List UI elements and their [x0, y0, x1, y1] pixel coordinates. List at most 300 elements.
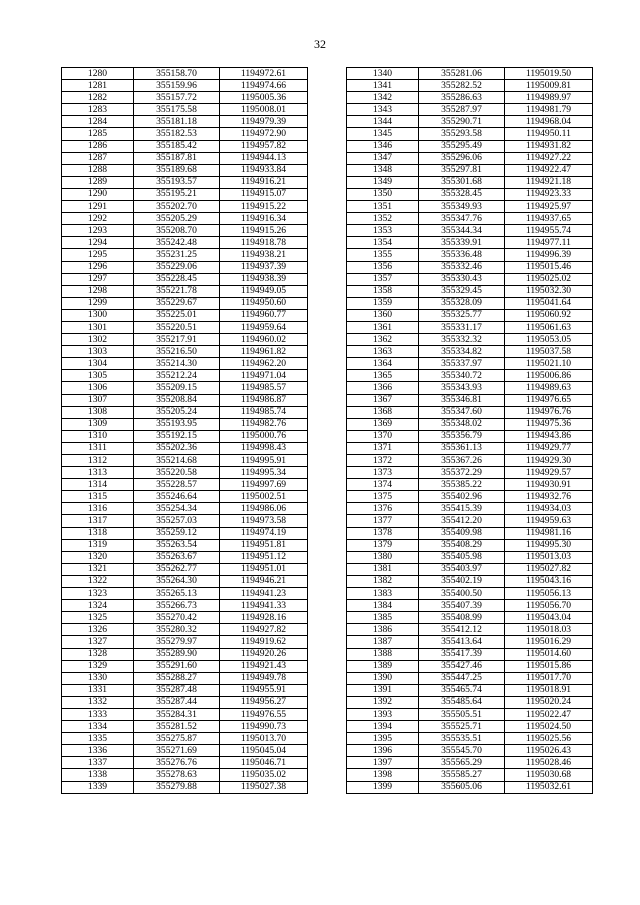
table-row — [62, 684, 308, 696]
y-coordinate-cell: 1194968.04 — [505, 116, 593, 128]
x-coordinate-cell: 355220.58 — [134, 467, 220, 479]
y-coordinate-cell: 1195025.02 — [505, 273, 593, 285]
point-number-cell: 1351 — [347, 201, 419, 213]
table-row — [62, 261, 308, 273]
point-number-cell: 1305 — [62, 370, 134, 382]
table-row — [347, 527, 593, 539]
x-coordinate-cell: 355286.63 — [419, 92, 505, 104]
point-number-cell: 1284 — [62, 116, 134, 128]
table-row — [62, 491, 308, 503]
table-row — [62, 708, 308, 720]
y-coordinate-cell: 1195027.82 — [505, 563, 593, 575]
y-coordinate-cell: 1194922.47 — [505, 164, 593, 176]
y-coordinate-cell: 1194937.39 — [220, 261, 308, 273]
x-coordinate-cell: 355332.32 — [419, 334, 505, 346]
table-row — [62, 358, 308, 370]
point-number-cell: 1338 — [62, 769, 134, 781]
point-number-cell: 1375 — [347, 491, 419, 503]
table-row — [347, 575, 593, 587]
table-row — [62, 128, 308, 140]
x-coordinate-cell: 355325.77 — [419, 309, 505, 321]
y-coordinate-cell: 1195020.24 — [505, 696, 593, 708]
point-number-cell: 1294 — [62, 237, 134, 249]
y-coordinate-cell: 1194919.62 — [220, 636, 308, 648]
y-coordinate-cell: 1194995.91 — [220, 455, 308, 467]
point-number-cell: 1297 — [62, 273, 134, 285]
x-coordinate-cell: 355296.06 — [419, 152, 505, 164]
x-coordinate-cell: 355281.06 — [419, 68, 505, 80]
point-number-cell: 1286 — [62, 140, 134, 152]
x-coordinate-cell: 355328.09 — [419, 297, 505, 309]
y-coordinate-cell: 1194972.61 — [220, 68, 308, 80]
y-coordinate-cell: 1194927.82 — [220, 624, 308, 636]
point-number-cell: 1399 — [347, 781, 419, 793]
table-row — [62, 442, 308, 454]
table-row — [347, 285, 593, 297]
point-number-cell: 1322 — [62, 575, 134, 587]
y-coordinate-cell: 1195043.16 — [505, 575, 593, 587]
table-row — [347, 467, 593, 479]
table-row — [347, 708, 593, 720]
x-coordinate-cell: 355336.48 — [419, 249, 505, 261]
y-coordinate-cell: 1194990.73 — [220, 721, 308, 733]
table-row — [347, 696, 593, 708]
x-coordinate-cell: 355385.22 — [419, 479, 505, 491]
y-coordinate-cell: 1194932.76 — [505, 491, 593, 503]
x-coordinate-cell: 355220.51 — [134, 321, 220, 333]
point-number-cell: 1331 — [62, 684, 134, 696]
x-coordinate-cell: 355270.42 — [134, 612, 220, 624]
table-row — [347, 418, 593, 430]
point-number-cell: 1298 — [62, 285, 134, 297]
x-coordinate-cell: 355337.97 — [419, 358, 505, 370]
y-coordinate-cell: 1195041.64 — [505, 297, 593, 309]
table-row — [347, 515, 593, 527]
table-row — [62, 612, 308, 624]
x-coordinate-cell: 355193.95 — [134, 418, 220, 430]
x-coordinate-cell: 355290.71 — [419, 116, 505, 128]
x-coordinate-cell: 355221.78 — [134, 285, 220, 297]
point-number-cell: 1356 — [347, 261, 419, 273]
x-coordinate-cell: 355181.18 — [134, 116, 220, 128]
point-number-cell: 1332 — [62, 696, 134, 708]
table-row — [347, 660, 593, 672]
table-row — [62, 370, 308, 382]
point-number-cell: 1299 — [62, 297, 134, 309]
table-row — [62, 551, 308, 563]
x-coordinate-cell: 355334.82 — [419, 346, 505, 358]
point-number-cell: 1289 — [62, 176, 134, 188]
x-coordinate-cell: 355228.45 — [134, 273, 220, 285]
x-coordinate-cell: 355525.71 — [419, 721, 505, 733]
x-coordinate-cell: 355205.24 — [134, 406, 220, 418]
table-row — [62, 237, 308, 249]
table-row — [62, 297, 308, 309]
x-coordinate-cell: 355402.19 — [419, 575, 505, 587]
table-row — [347, 358, 593, 370]
x-coordinate-cell: 355216.50 — [134, 346, 220, 358]
table-row — [62, 418, 308, 430]
table-row — [347, 201, 593, 213]
point-number-cell: 1335 — [62, 733, 134, 745]
x-coordinate-cell: 355413.64 — [419, 636, 505, 648]
x-coordinate-cell: 355297.81 — [419, 164, 505, 176]
y-coordinate-cell: 1195056.70 — [505, 600, 593, 612]
y-coordinate-cell: 1195006.86 — [505, 370, 593, 382]
y-coordinate-cell: 1194938.39 — [220, 273, 308, 285]
x-coordinate-cell: 355185.42 — [134, 140, 220, 152]
y-coordinate-cell: 1195025.56 — [505, 733, 593, 745]
y-coordinate-cell: 1194974.19 — [220, 527, 308, 539]
x-coordinate-cell: 355284.31 — [134, 708, 220, 720]
point-number-cell: 1355 — [347, 249, 419, 261]
x-coordinate-cell: 355465.74 — [419, 684, 505, 696]
point-number-cell: 1333 — [62, 708, 134, 720]
y-coordinate-cell: 1194961.82 — [220, 346, 308, 358]
point-number-cell: 1313 — [62, 467, 134, 479]
y-coordinate-cell: 1195043.04 — [505, 612, 593, 624]
table-row — [62, 164, 308, 176]
point-number-cell: 1349 — [347, 176, 419, 188]
y-coordinate-cell: 1195037.58 — [505, 346, 593, 358]
y-coordinate-cell: 1194955.91 — [220, 684, 308, 696]
point-number-cell: 1304 — [62, 358, 134, 370]
coordinates-table-left — [61, 67, 308, 794]
x-coordinate-cell: 355287.97 — [419, 104, 505, 116]
table-row — [62, 636, 308, 648]
y-coordinate-cell: 1195045.04 — [220, 745, 308, 757]
table-row — [347, 68, 593, 80]
x-coordinate-cell: 355340.72 — [419, 370, 505, 382]
point-number-cell: 1362 — [347, 334, 419, 346]
y-coordinate-cell: 1194962.20 — [220, 358, 308, 370]
table-row — [347, 648, 593, 660]
point-number-cell: 1364 — [347, 358, 419, 370]
table-row — [62, 406, 308, 418]
y-coordinate-cell: 1194931.82 — [505, 140, 593, 152]
y-coordinate-cell: 1194995.34 — [220, 467, 308, 479]
x-coordinate-cell: 355276.76 — [134, 757, 220, 769]
y-coordinate-cell: 1195014.60 — [505, 648, 593, 660]
y-coordinate-cell: 1194976.55 — [220, 708, 308, 720]
coordinates-table-right — [346, 67, 593, 794]
y-coordinate-cell: 1194997.69 — [220, 479, 308, 491]
point-number-cell: 1346 — [347, 140, 419, 152]
x-coordinate-cell: 355412.12 — [419, 624, 505, 636]
table-row — [62, 285, 308, 297]
point-number-cell: 1285 — [62, 128, 134, 140]
y-coordinate-cell: 1195046.71 — [220, 757, 308, 769]
point-number-cell: 1389 — [347, 660, 419, 672]
y-coordinate-cell: 1194915.22 — [220, 201, 308, 213]
y-coordinate-cell: 1195032.30 — [505, 285, 593, 297]
table-row — [347, 588, 593, 600]
point-number-cell: 1345 — [347, 128, 419, 140]
point-number-cell: 1382 — [347, 575, 419, 587]
x-coordinate-cell: 355202.70 — [134, 201, 220, 213]
table-row — [62, 152, 308, 164]
table-row — [347, 382, 593, 394]
table-row — [62, 467, 308, 479]
point-number-cell: 1324 — [62, 600, 134, 612]
x-coordinate-cell: 355265.13 — [134, 588, 220, 600]
table-row — [347, 152, 593, 164]
y-coordinate-cell: 1194920.26 — [220, 648, 308, 660]
table-row — [347, 636, 593, 648]
table-row — [62, 503, 308, 515]
point-number-cell: 1371 — [347, 442, 419, 454]
point-number-cell: 1334 — [62, 721, 134, 733]
y-coordinate-cell: 1195015.86 — [505, 660, 593, 672]
table-row — [347, 503, 593, 515]
y-coordinate-cell: 1194982.76 — [220, 418, 308, 430]
y-coordinate-cell: 1195008.01 — [220, 104, 308, 116]
y-coordinate-cell: 1195015.46 — [505, 261, 593, 273]
x-coordinate-cell: 355409.98 — [419, 527, 505, 539]
point-number-cell: 1398 — [347, 769, 419, 781]
table-row — [62, 68, 308, 80]
y-coordinate-cell: 1194986.87 — [220, 394, 308, 406]
x-coordinate-cell: 355400.50 — [419, 588, 505, 600]
table-row — [347, 394, 593, 406]
y-coordinate-cell: 1194921.18 — [505, 176, 593, 188]
y-coordinate-cell: 1195002.51 — [220, 491, 308, 503]
point-number-cell: 1314 — [62, 479, 134, 491]
table-row — [62, 563, 308, 575]
x-coordinate-cell: 355291.60 — [134, 660, 220, 672]
point-number-cell: 1392 — [347, 696, 419, 708]
point-number-cell: 1288 — [62, 164, 134, 176]
point-number-cell: 1308 — [62, 406, 134, 418]
y-coordinate-cell: 1194949.05 — [220, 285, 308, 297]
y-coordinate-cell: 1194976.76 — [505, 406, 593, 418]
y-coordinate-cell: 1194943.86 — [505, 430, 593, 442]
point-number-cell: 1379 — [347, 539, 419, 551]
table-row — [62, 781, 308, 793]
point-number-cell: 1315 — [62, 491, 134, 503]
x-coordinate-cell: 355254.34 — [134, 503, 220, 515]
x-coordinate-cell: 355356.79 — [419, 430, 505, 442]
point-number-cell: 1384 — [347, 600, 419, 612]
table-row — [62, 575, 308, 587]
y-coordinate-cell: 1195018.03 — [505, 624, 593, 636]
point-number-cell: 1342 — [347, 92, 419, 104]
y-coordinate-cell: 1194916.21 — [220, 176, 308, 188]
y-coordinate-cell: 1194996.39 — [505, 249, 593, 261]
point-number-cell: 1353 — [347, 225, 419, 237]
y-coordinate-cell: 1194915.26 — [220, 225, 308, 237]
point-number-cell: 1370 — [347, 430, 419, 442]
y-coordinate-cell: 1194929.77 — [505, 442, 593, 454]
point-number-cell: 1283 — [62, 104, 134, 116]
table-row — [347, 551, 593, 563]
table-row — [62, 745, 308, 757]
table-row — [62, 515, 308, 527]
table-row — [62, 309, 308, 321]
y-coordinate-cell: 1195018.91 — [505, 684, 593, 696]
y-coordinate-cell: 1194995.30 — [505, 539, 593, 551]
x-coordinate-cell: 355331.17 — [419, 321, 505, 333]
y-coordinate-cell: 1194976.65 — [505, 394, 593, 406]
table-row — [347, 600, 593, 612]
point-number-cell: 1307 — [62, 394, 134, 406]
table-row — [347, 116, 593, 128]
table-row — [347, 624, 593, 636]
x-coordinate-cell: 355157.72 — [134, 92, 220, 104]
y-coordinate-cell: 1194937.65 — [505, 213, 593, 225]
y-coordinate-cell: 1194950.11 — [505, 128, 593, 140]
x-coordinate-cell: 355408.29 — [419, 539, 505, 551]
x-coordinate-cell: 355344.34 — [419, 225, 505, 237]
x-coordinate-cell: 355367.26 — [419, 455, 505, 467]
point-number-cell: 1312 — [62, 455, 134, 467]
table-row — [347, 273, 593, 285]
x-coordinate-cell: 355228.57 — [134, 479, 220, 491]
x-coordinate-cell: 355361.13 — [419, 442, 505, 454]
y-coordinate-cell: 1194915.07 — [220, 188, 308, 200]
x-coordinate-cell: 355347.76 — [419, 213, 505, 225]
x-coordinate-cell: 355329.45 — [419, 285, 505, 297]
table-row — [347, 769, 593, 781]
x-coordinate-cell: 355246.64 — [134, 491, 220, 503]
x-coordinate-cell: 355287.48 — [134, 684, 220, 696]
y-coordinate-cell: 1194989.63 — [505, 382, 593, 394]
x-coordinate-cell: 355192.15 — [134, 430, 220, 442]
point-number-cell: 1340 — [347, 68, 419, 80]
point-number-cell: 1390 — [347, 672, 419, 684]
point-number-cell: 1280 — [62, 68, 134, 80]
y-coordinate-cell: 1194941.23 — [220, 588, 308, 600]
x-coordinate-cell: 355347.60 — [419, 406, 505, 418]
table-row — [62, 624, 308, 636]
point-number-cell: 1367 — [347, 394, 419, 406]
table-row — [62, 733, 308, 745]
table-row — [62, 334, 308, 346]
y-coordinate-cell: 1194941.33 — [220, 600, 308, 612]
x-coordinate-cell: 355295.49 — [419, 140, 505, 152]
y-coordinate-cell: 1194929.30 — [505, 455, 593, 467]
x-coordinate-cell: 355205.29 — [134, 213, 220, 225]
point-number-cell: 1309 — [62, 418, 134, 430]
table-row — [62, 660, 308, 672]
point-number-cell: 1330 — [62, 672, 134, 684]
y-coordinate-cell: 1194934.03 — [505, 503, 593, 515]
table-row — [347, 249, 593, 261]
y-coordinate-cell: 1195061.63 — [505, 321, 593, 333]
y-coordinate-cell: 1194959.63 — [505, 515, 593, 527]
x-coordinate-cell: 355372.29 — [419, 467, 505, 479]
y-coordinate-cell: 1194979.39 — [220, 116, 308, 128]
table-row — [347, 213, 593, 225]
x-coordinate-cell: 355605.06 — [419, 781, 505, 793]
x-coordinate-cell: 355257.03 — [134, 515, 220, 527]
x-coordinate-cell: 355158.70 — [134, 68, 220, 80]
x-coordinate-cell: 355242.48 — [134, 237, 220, 249]
x-coordinate-cell: 355545.70 — [419, 745, 505, 757]
x-coordinate-cell: 355408.99 — [419, 612, 505, 624]
point-number-cell: 1393 — [347, 708, 419, 720]
table-row — [347, 721, 593, 733]
point-number-cell: 1366 — [347, 382, 419, 394]
y-coordinate-cell: 1195053.05 — [505, 334, 593, 346]
x-coordinate-cell: 355328.45 — [419, 188, 505, 200]
x-coordinate-cell: 355427.46 — [419, 660, 505, 672]
y-coordinate-cell: 1194977.11 — [505, 237, 593, 249]
point-number-cell: 1397 — [347, 757, 419, 769]
point-number-cell: 1339 — [62, 781, 134, 793]
table-row — [347, 164, 593, 176]
x-coordinate-cell: 355281.52 — [134, 721, 220, 733]
y-coordinate-cell: 1195056.13 — [505, 588, 593, 600]
x-coordinate-cell: 355417.39 — [419, 648, 505, 660]
table-row — [347, 781, 593, 793]
y-coordinate-cell: 1194951.01 — [220, 563, 308, 575]
x-coordinate-cell: 355288.27 — [134, 672, 220, 684]
point-number-cell: 1381 — [347, 563, 419, 575]
table-row — [347, 757, 593, 769]
point-number-cell: 1321 — [62, 563, 134, 575]
y-coordinate-cell: 1194949.78 — [220, 672, 308, 684]
x-coordinate-cell: 355301.68 — [419, 176, 505, 188]
table-row — [62, 176, 308, 188]
point-number-cell: 1348 — [347, 164, 419, 176]
y-coordinate-cell: 1195027.38 — [220, 781, 308, 793]
table-row — [62, 249, 308, 261]
table-row — [62, 213, 308, 225]
x-coordinate-cell: 355208.84 — [134, 394, 220, 406]
point-number-cell: 1347 — [347, 152, 419, 164]
point-number-cell: 1386 — [347, 624, 419, 636]
x-coordinate-cell: 355289.90 — [134, 648, 220, 660]
point-number-cell: 1350 — [347, 188, 419, 200]
page-number: 32 — [314, 37, 326, 51]
table-row — [62, 539, 308, 551]
table-row — [62, 648, 308, 660]
table-row — [347, 539, 593, 551]
y-coordinate-cell: 1194944.13 — [220, 152, 308, 164]
table-row — [347, 346, 593, 358]
x-coordinate-cell: 355535.51 — [419, 733, 505, 745]
table-row — [347, 370, 593, 382]
table-row — [62, 600, 308, 612]
table-row — [62, 672, 308, 684]
point-number-cell: 1395 — [347, 733, 419, 745]
x-coordinate-cell: 355447.25 — [419, 672, 505, 684]
y-coordinate-cell: 1195013.70 — [220, 733, 308, 745]
y-coordinate-cell: 1195016.29 — [505, 636, 593, 648]
table-row — [62, 382, 308, 394]
x-coordinate-cell: 355263.54 — [134, 539, 220, 551]
point-number-cell: 1282 — [62, 92, 134, 104]
x-coordinate-cell: 355287.44 — [134, 696, 220, 708]
table-row — [62, 455, 308, 467]
point-number-cell: 1303 — [62, 346, 134, 358]
point-number-cell: 1360 — [347, 309, 419, 321]
y-coordinate-cell: 1195019.50 — [505, 68, 593, 80]
y-coordinate-cell: 1195035.02 — [220, 769, 308, 781]
table-row — [347, 297, 593, 309]
x-coordinate-cell: 355264.30 — [134, 575, 220, 587]
point-number-cell: 1373 — [347, 467, 419, 479]
table-row — [347, 479, 593, 491]
y-coordinate-cell: 1194986.06 — [220, 503, 308, 515]
x-coordinate-cell: 355412.20 — [419, 515, 505, 527]
table-row — [347, 188, 593, 200]
table-row — [62, 721, 308, 733]
y-coordinate-cell: 1194938.21 — [220, 249, 308, 261]
y-coordinate-cell: 1194923.33 — [505, 188, 593, 200]
table-row — [347, 745, 593, 757]
